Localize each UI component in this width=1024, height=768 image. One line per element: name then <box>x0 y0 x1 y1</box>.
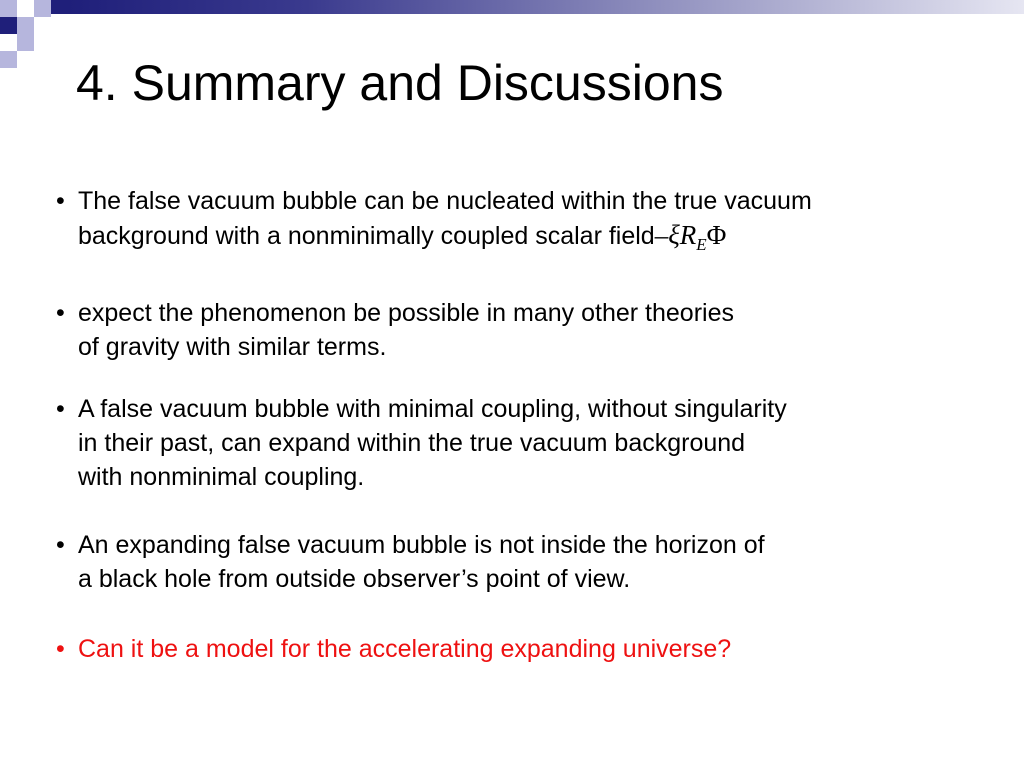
bullet-marker: • <box>56 395 65 423</box>
bullet-line <box>56 392 986 426</box>
decorative-square <box>51 0 68 14</box>
formula-minus: – <box>654 220 669 250</box>
bullet-line <box>56 218 986 262</box>
bullet-text: of gravity with similar terms. <box>78 333 387 361</box>
formula-r: R <box>679 220 697 250</box>
formula-xi: ξ <box>668 220 680 250</box>
decorative-square <box>34 17 51 34</box>
slide-title: 4. Summary and Discussions <box>76 55 724 111</box>
coupling-formula <box>654 220 727 254</box>
header-gradient-bar <box>68 0 1024 14</box>
bullet-line <box>56 184 986 218</box>
bullet-line <box>56 330 986 364</box>
bullet-line <box>56 296 986 330</box>
bullet-marker: • <box>56 635 65 663</box>
decorative-square <box>17 0 34 17</box>
bullet-item <box>56 184 986 262</box>
bullet-text: An expanding false vacuum bubble is not inside the horizon of <box>78 531 765 559</box>
bullet-line <box>56 528 986 562</box>
bullet-text: in their past, can expand within the true vacuum background <box>78 429 746 457</box>
bullet-text: a black hole from outside observer’s point of view. <box>78 565 631 593</box>
bullet-marker: • <box>56 187 65 215</box>
formula-subscript: E <box>696 235 707 254</box>
formula-phi: Φ <box>706 220 727 250</box>
bullet-marker: • <box>56 299 65 327</box>
bullet-line <box>56 632 986 666</box>
bullet-item <box>56 392 986 494</box>
bullet-line <box>56 426 986 460</box>
decorative-square <box>34 0 51 17</box>
bullet-item <box>56 528 986 596</box>
bullet-marker: • <box>56 531 65 559</box>
bullet-item-question <box>56 632 986 666</box>
bullet-text: A false vacuum bubble with minimal coupling, without singularity <box>78 395 787 423</box>
bullet-text: background with a nonminimally coupled scalar field <box>78 222 655 250</box>
bullet-text: with nonminimal coupling. <box>78 463 365 491</box>
decorative-square <box>0 17 17 34</box>
bullet-line <box>56 562 986 596</box>
bullet-text: expect the phenomenon be possible in many other theories <box>78 299 734 327</box>
decorative-square <box>0 51 17 68</box>
bullet-text: The false vacuum bubble can be nucleated within the true vacuum <box>78 187 812 215</box>
bullet-item <box>56 296 986 364</box>
decorative-square <box>0 0 17 17</box>
bullet-text: Can it be a model for the accelerating expanding universe? <box>78 635 732 663</box>
decorative-square <box>17 34 34 51</box>
decorative-square <box>17 17 34 34</box>
bullet-line <box>56 460 986 494</box>
